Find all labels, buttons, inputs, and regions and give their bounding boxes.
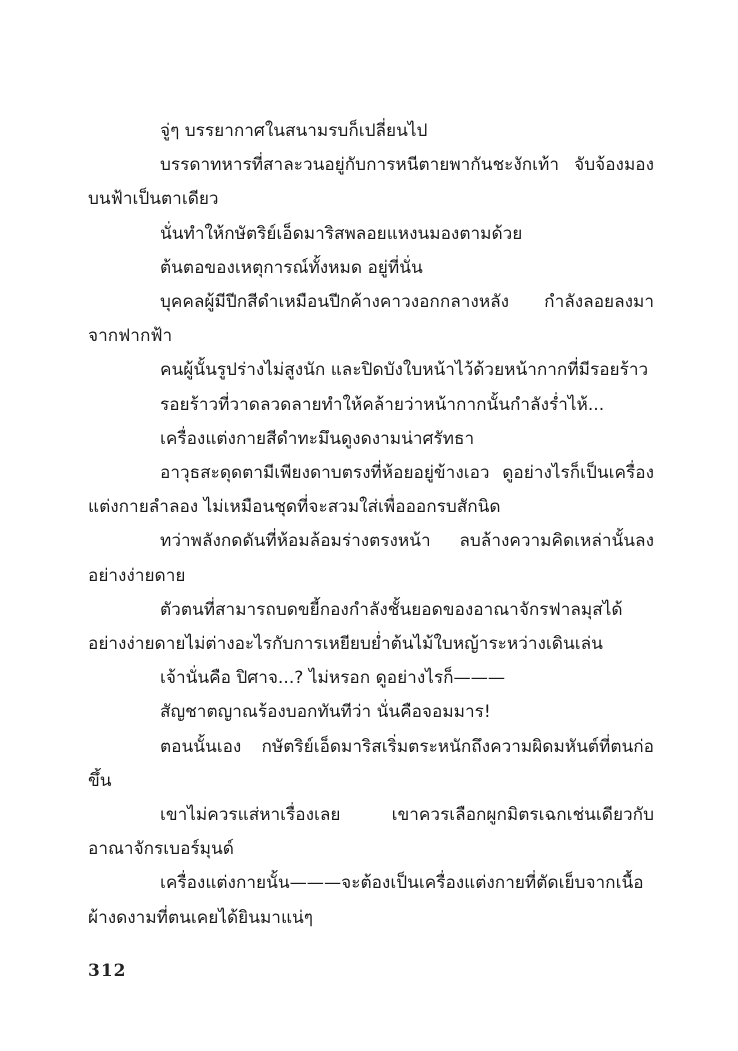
paragraph: ต้นตอของเหตุการณ์ทั้งหมด อยู่ที่นั่น bbox=[160, 257, 423, 278]
paragraph: เจ้านั่นคือ ปิศาจ...? ไม่หรอก ดูอย่างไรก็——— bbox=[160, 668, 506, 689]
page-number: 312 bbox=[88, 961, 127, 981]
paragraph: ตอนนั้นเอง กษัตริย์เอ็ดมาริสเริ่มตระหนักถึงความผิดมหันต์ที่ตนก่อขึ้น bbox=[88, 736, 654, 791]
paragraph: คนผู้นั้นรูปร่างไม่สูงนัก และปิดบังใบหน้าไว้ด้วยหน้ากากที่มีรอยร้าว bbox=[160, 360, 649, 381]
paragraph: จู่ๆ บรรยากาศในสนามรบก็เปลี่ยนไป bbox=[160, 121, 428, 141]
paragraph: อาวุธสะดุดตามีเพียงดาบตรงที่ห้อยอยู่ข้างเอว ดูอย่างไรก็เป็นเครื่องแต่งกายลำลอง ไม่เหมือนชุดที่จะสวมใส่เพื่อออกรบสักนิด bbox=[88, 463, 654, 518]
paragraph: ทว่าพลังกดดันที่ห้อมล้อมร่างตรงหน้า ลบล้างความคิดเหล่านั้นลงอย่างง่ายดาย bbox=[88, 531, 654, 586]
paragraph: นั่นทำให้กษัตริย์เอ็ดมาริสพลอยแหงนมองตามด้วย bbox=[160, 223, 523, 244]
paragraph: สัญชาตญาณร้องบอกทันทีว่า นั่นคือจอมมาร! bbox=[160, 702, 491, 723]
paragraph: บรรดาทหารที่สาละวนอยู่กับการหนีตายพากันชะงักเท้า จับจ้องมองบนฟ้าเป็นตาเดียว bbox=[88, 155, 654, 210]
paragraph: เครื่องแต่งกายนั้น———จะต้องเป็นเครื่องแต่งกายที่ตัดเย็บจากเนื้อผ้างดงามที่ตนเคยได้ยินมาแน่ๆ bbox=[88, 873, 644, 928]
body-text bbox=[88, 114, 654, 935]
paragraph: เขาไม่ควรแส่หาเรื่องเลย เขาควรเลือกผูกมิตรเฉกเช่นเดียวกับอาณาจักรเบอร์มุนด์ bbox=[88, 805, 654, 860]
paragraph: รอยร้าวที่วาดลวดลายทำให้คล้ายว่าหน้ากากนั้นกำลังร่ำไห้... bbox=[160, 394, 605, 415]
paragraph: บุคคลผู้มีปีกสีดำเหมือนปีกค้างคาวงอกกลางหลัง กำลังลอยลงมาจากฟากฟ้า bbox=[88, 292, 654, 347]
paragraph: ตัวตนที่สามารถบดขยี้กองกำลังชั้นยอดของอาณาจักรฟาลมุสได้อย่างง่ายดายไม่ต่างอะไรกับการเหยียบย่ำต้นไม้ใบหญ้าระหว่างเดินเล่น bbox=[88, 599, 623, 655]
paragraph: เครื่องแต่งกายสีดำทะมึนดูงดงามน่าศรัทธา bbox=[160, 428, 475, 449]
